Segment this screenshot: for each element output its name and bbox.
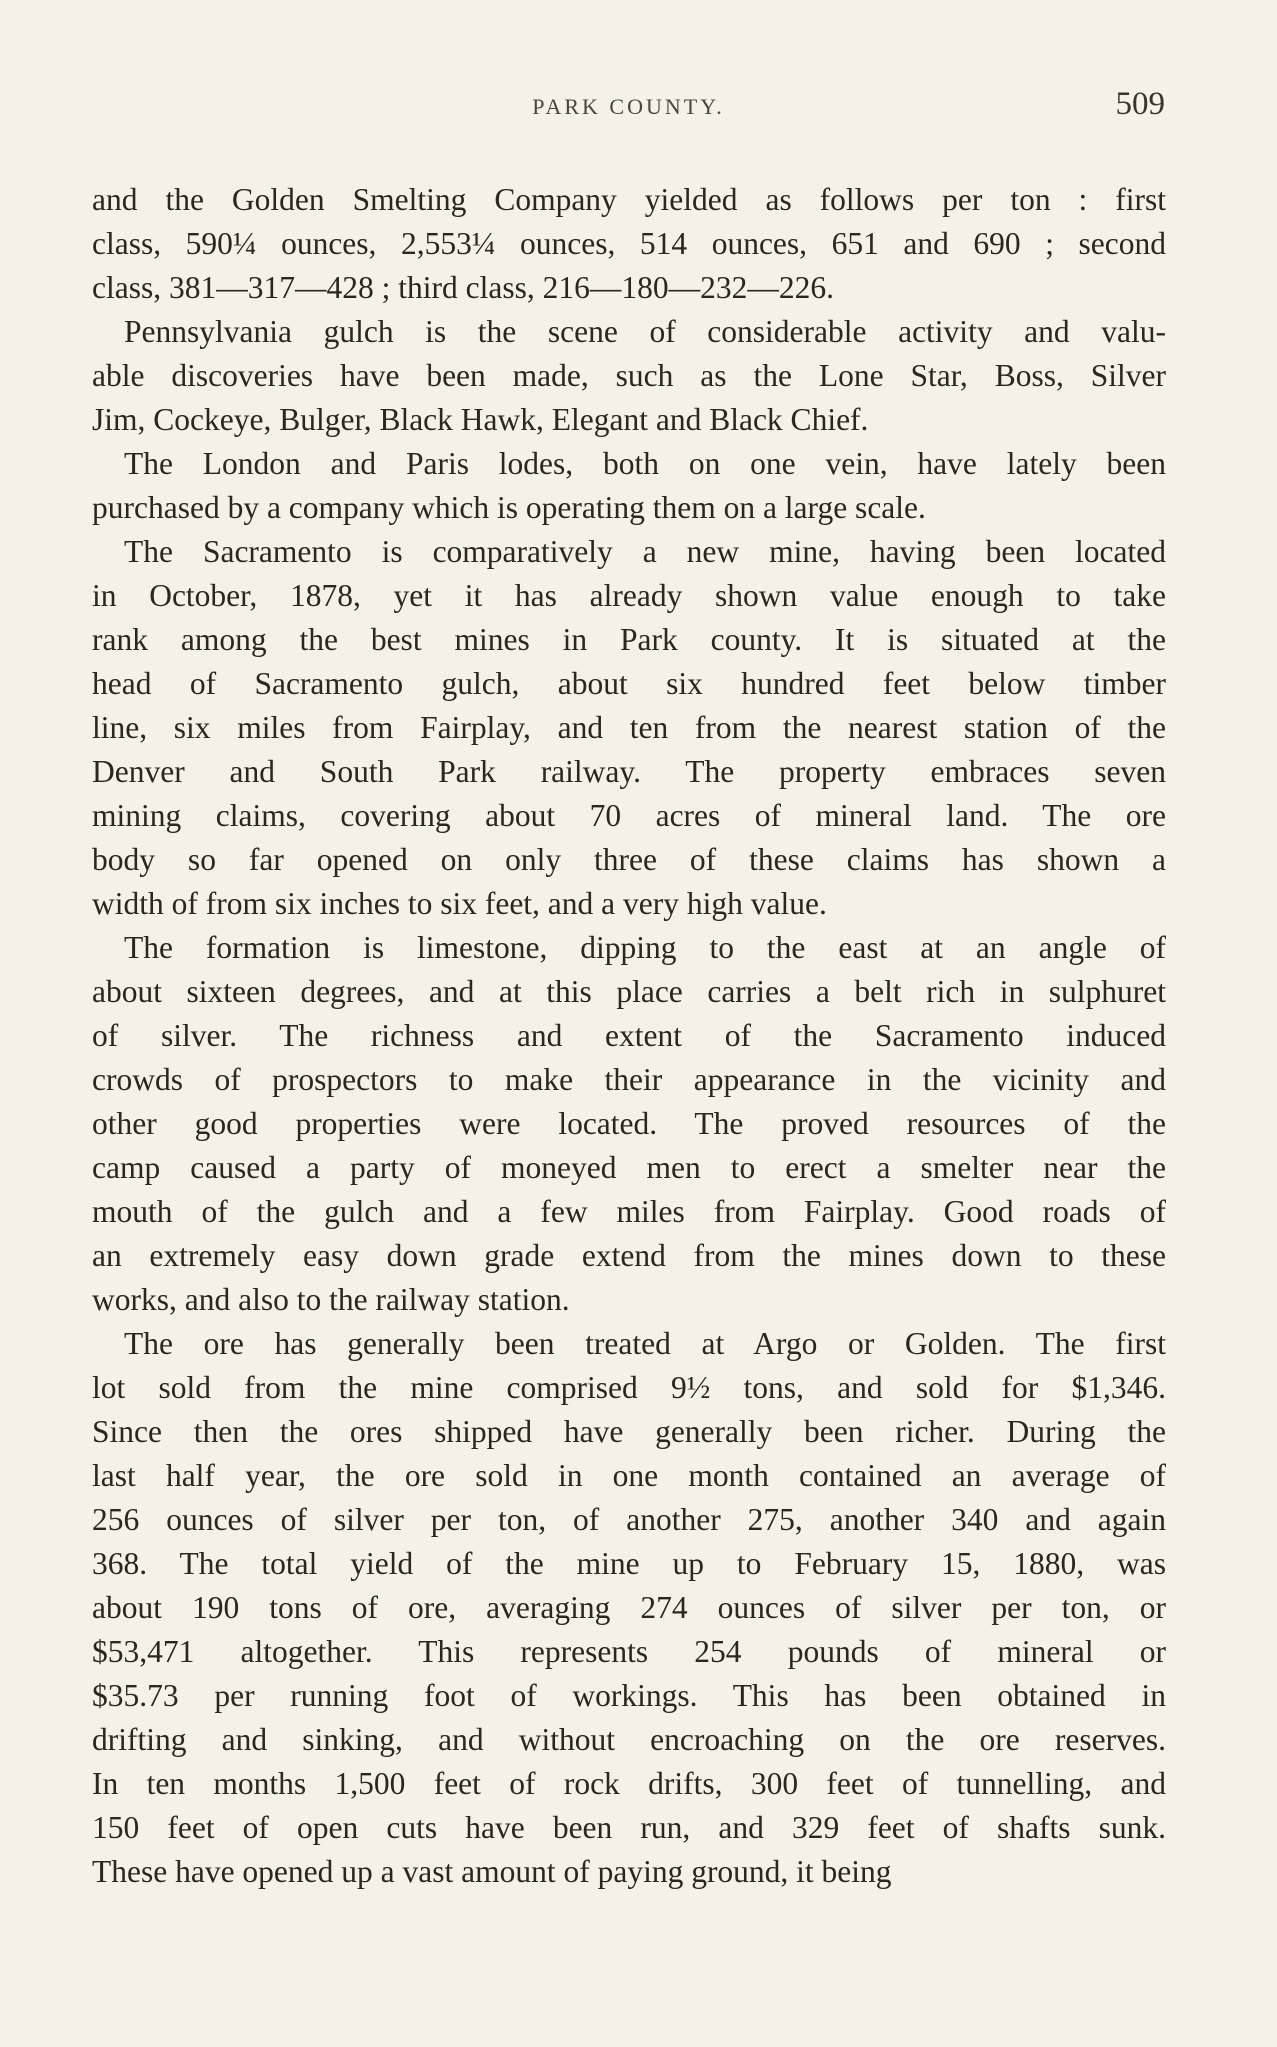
text-line xyxy=(92,794,1166,838)
text-line xyxy=(92,838,1166,882)
line-text: in October, 1878, yet it has already shown value enough to take xyxy=(92,578,1166,613)
text-line xyxy=(92,1322,1166,1366)
page-number: 509 xyxy=(1115,86,1165,122)
text-line xyxy=(92,266,1166,310)
line-text: $35.73 per running foot of workings. This has been obtained in xyxy=(92,1678,1166,1713)
line-text: able discoveries have been made, such as the Lone Star, Boss, Silver xyxy=(92,358,1166,393)
text-line xyxy=(92,750,1166,794)
running-head xyxy=(92,86,1165,132)
paragraph xyxy=(92,1322,1166,1894)
text-line xyxy=(92,1014,1166,1058)
text-line xyxy=(92,706,1166,750)
text-line xyxy=(92,1674,1166,1718)
text-line xyxy=(92,178,1166,222)
line-text: of silver. The richness and extent of the Sacramento induced xyxy=(92,1018,1166,1053)
paragraph xyxy=(92,442,1166,530)
text-line xyxy=(92,1190,1166,1234)
text-line xyxy=(92,1542,1166,1586)
line-text: The formation is limestone, dipping to the east at an angle of xyxy=(124,930,1166,965)
line-text: an extremely easy down grade extend from the mines down to these xyxy=(92,1238,1166,1273)
line-text: The London and Paris lodes, both on one vein, have lately been xyxy=(124,446,1166,481)
text-line xyxy=(92,1630,1166,1674)
line-text: Since then the ores shipped have generally been richer. During the xyxy=(92,1414,1166,1449)
text-line xyxy=(92,970,1166,1014)
line-text: head of Sacramento gulch, about six hundred feet below timber xyxy=(92,666,1166,701)
text-line xyxy=(92,310,1166,354)
text-line xyxy=(92,1058,1166,1102)
text-line xyxy=(92,1410,1166,1454)
line-text: mining claims, covering about 70 acres of mineral land. The ore xyxy=(92,798,1166,833)
line-text: The Sacramento is comparatively a new mine, having been located xyxy=(124,534,1166,569)
text-line xyxy=(92,1278,1166,1322)
line-text: $53,471 altogether. This represents 254 pounds of mineral or xyxy=(92,1634,1166,1669)
text-line xyxy=(92,574,1166,618)
text-line xyxy=(92,618,1166,662)
text-line xyxy=(92,1850,1166,1894)
line-text: 150 feet of open cuts have been run, and 329 feet of shafts sunk. xyxy=(92,1810,1166,1845)
paragraph xyxy=(92,310,1166,442)
line-text: purchased by a company which is operating them on a large scale. xyxy=(92,490,926,525)
line-text: line, six miles from Fairplay, and ten from the nearest station of the xyxy=(92,710,1166,745)
line-text: 256 ounces of silver per ton, of another 275, another 340 and again xyxy=(92,1502,1166,1537)
text-line xyxy=(92,398,1166,442)
text-line xyxy=(92,1586,1166,1630)
line-text: class, 590¼ ounces, 2,553¼ ounces, 514 ounces, 651 and 690 ; second xyxy=(92,226,1166,261)
paragraph xyxy=(92,530,1166,926)
line-text: camp caused a party of moneyed men to erect a smelter near the xyxy=(92,1150,1166,1185)
text-line xyxy=(92,1366,1166,1410)
text-line xyxy=(92,1102,1166,1146)
text-line xyxy=(92,442,1166,486)
body-text xyxy=(92,178,1166,1894)
line-text: width of from six inches to six feet, and a very high value. xyxy=(92,886,827,921)
paragraph xyxy=(92,926,1166,1322)
text-line xyxy=(92,1234,1166,1278)
line-text: about 190 tons of ore, averaging 274 ounces of silver per ton, or xyxy=(92,1590,1166,1625)
text-line xyxy=(92,222,1166,266)
line-text: These have opened up a vast amount of paying ground, it being xyxy=(92,1854,892,1889)
running-title: PARK COUNTY. xyxy=(532,94,725,119)
line-text: In ten months 1,500 feet of rock drifts, 300 feet of tunnelling, and xyxy=(92,1766,1166,1801)
line-text: rank among the best mines in Park county. It is situated at the xyxy=(92,622,1166,657)
line-text: and the Golden Smelting Company yielded as follows per ton : first xyxy=(92,182,1166,217)
line-text: crowds of prospectors to make their appearance in the vicinity and xyxy=(92,1062,1166,1097)
text-line xyxy=(92,926,1166,970)
text-line xyxy=(92,1146,1166,1190)
line-text: other good properties were located. The proved resources of the xyxy=(92,1106,1166,1141)
text-line xyxy=(92,1718,1166,1762)
line-text: class, 381—317—428 ; third class, 216—180—232—226. xyxy=(92,270,834,305)
line-text: drifting and sinking, and without encroaching on the ore reserves. xyxy=(92,1722,1166,1757)
line-text: body so far opened on only three of these claims has shown a xyxy=(92,842,1166,877)
line-text: mouth of the gulch and a few miles from Fairplay. Good roads of xyxy=(92,1194,1166,1229)
text-line xyxy=(92,486,1166,530)
line-text: about sixteen degrees, and at this place carries a belt rich in sulphuret xyxy=(92,974,1166,1009)
text-line xyxy=(92,662,1166,706)
text-line xyxy=(92,882,1166,926)
line-text: Jim, Cockeye, Bulger, Black Hawk, Elegant and Black Chief. xyxy=(92,402,869,437)
text-line xyxy=(92,1454,1166,1498)
paragraph xyxy=(92,178,1166,310)
line-text: lot sold from the mine comprised 9½ tons, and sold for $1,346. xyxy=(92,1370,1166,1405)
line-text: Denver and South Park railway. The property embraces seven xyxy=(92,754,1166,789)
line-text: works, and also to the railway station. xyxy=(92,1282,570,1317)
text-line xyxy=(92,1498,1166,1542)
text-line xyxy=(92,530,1166,574)
text-line xyxy=(92,1806,1166,1850)
text-line xyxy=(92,1762,1166,1806)
line-text: 368. The total yield of the mine up to February 15, 1880, was xyxy=(92,1546,1166,1581)
line-text: last half year, the ore sold in one month contained an average of xyxy=(92,1458,1166,1493)
line-text: Pennsylvania gulch is the scene of considerable activity and valu- xyxy=(124,314,1166,349)
text-line xyxy=(92,354,1166,398)
line-text: The ore has generally been treated at Argo or Golden. The first xyxy=(124,1326,1166,1361)
